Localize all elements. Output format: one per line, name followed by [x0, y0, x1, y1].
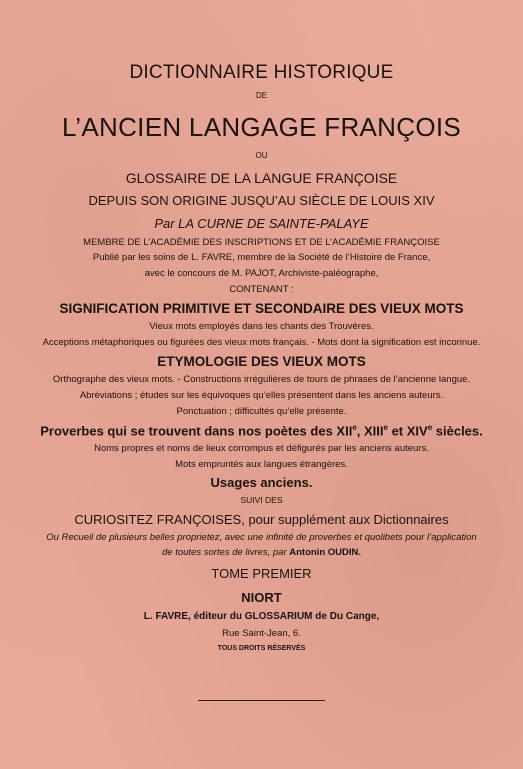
title-line-3: GLOSSAIRE DE LA LANGUE FRANÇOISE	[125, 170, 398, 186]
title-ou: OU	[255, 151, 268, 160]
supplement-author: Antonin OUDIN.	[289, 547, 362, 558]
section-3-heading: Proverbes qui se trouvent dans nos poètes des XIIe, XIIIe et XIVe siècles.	[40, 423, 483, 439]
supplement-title: CURIOSITEZ FRANÇOISES, pour supplément aux Dictionnaires	[74, 512, 449, 527]
section-4-heading: Usages anciens.	[210, 475, 313, 490]
collaborator-line: avec le concours de M. PAJOT, Archiviste-paléographe,	[144, 268, 379, 279]
section-2-line-2: Abréviations ; études sur les équivoques qu’elles présentent dans les anciens auteurs.	[79, 390, 444, 401]
title-de: DE	[255, 91, 268, 100]
imprint-city: NIORT	[241, 590, 282, 605]
member-line: MEMBRE DE L’ACADÉMIE DES INSCRIPTIONS ET DE L’ACADÉMIE FRANÇOISE	[83, 237, 440, 248]
supplement-desc-2: de toutes sortes de livres, par Antonin OUDIN.	[161, 547, 362, 558]
section-2-line-1: Orthographe des vieux mots. - Constructions irrégulières de tours de phrases de l’ancienne langue.	[52, 374, 471, 385]
section-1-line-1: Vieux mots employés dans les chants des Trouvères.	[149, 321, 374, 332]
author-line: Par LA CURNE DE SAINTE-PALAYE	[154, 216, 369, 231]
section-1-heading: SIGNIFICATION PRIMITIVE ET SECONDAIRE DES VIEUX MOTS	[59, 301, 464, 316]
published-line: Publié par les soins de L. FAVRE, membre de la Société de l’Histoire de France,	[92, 252, 431, 263]
divider-rule	[198, 700, 325, 701]
volume-label: TOME PREMIER	[211, 566, 312, 581]
section-3-line-2: Mots empruntés aux langues étrangères.	[175, 459, 348, 470]
imprint-rights: TOUS DROITS RÉSERVÉS	[217, 645, 306, 652]
suivi-label: SUIVI DES	[240, 495, 283, 505]
supplement-desc-1: Ou Recueil de plusieurs belles proprietez, avec une infinité de proverbes et quolibets pour l’application	[46, 532, 477, 543]
section-3-line-1: Noms propres et noms de lieux corrompus et défigurés par les anciens auteurs.	[94, 443, 429, 454]
title-line-4: DEPUIS SON ORIGINE JUSQU’AU SIÈCLE DE LOUIS XIV	[88, 193, 435, 208]
contenant-label: CONTENANT :	[229, 284, 294, 295]
section-2-heading: ETYMOLOGIE DES VIEUX MOTS	[157, 354, 366, 369]
section-2-line-3: Ponctuation ; difficultés qu’elle présente.	[176, 406, 347, 417]
main-title: L’ANCIEN LANGAGE FRANÇOIS	[61, 112, 462, 142]
imprint-publisher: L. FAVRE, éditeur du GLOSSARIUM de Du Cange,	[143, 611, 380, 622]
imprint-address: Rue Saint-Jean, 6.	[222, 628, 301, 639]
title-line-1: DICTIONNAIRE HISTORIQUE	[129, 62, 394, 83]
section-1-line-2: Acceptions métaphoriques ou figurées des vieux mots français. - Mots dont la signification est inconnue.	[42, 337, 481, 348]
